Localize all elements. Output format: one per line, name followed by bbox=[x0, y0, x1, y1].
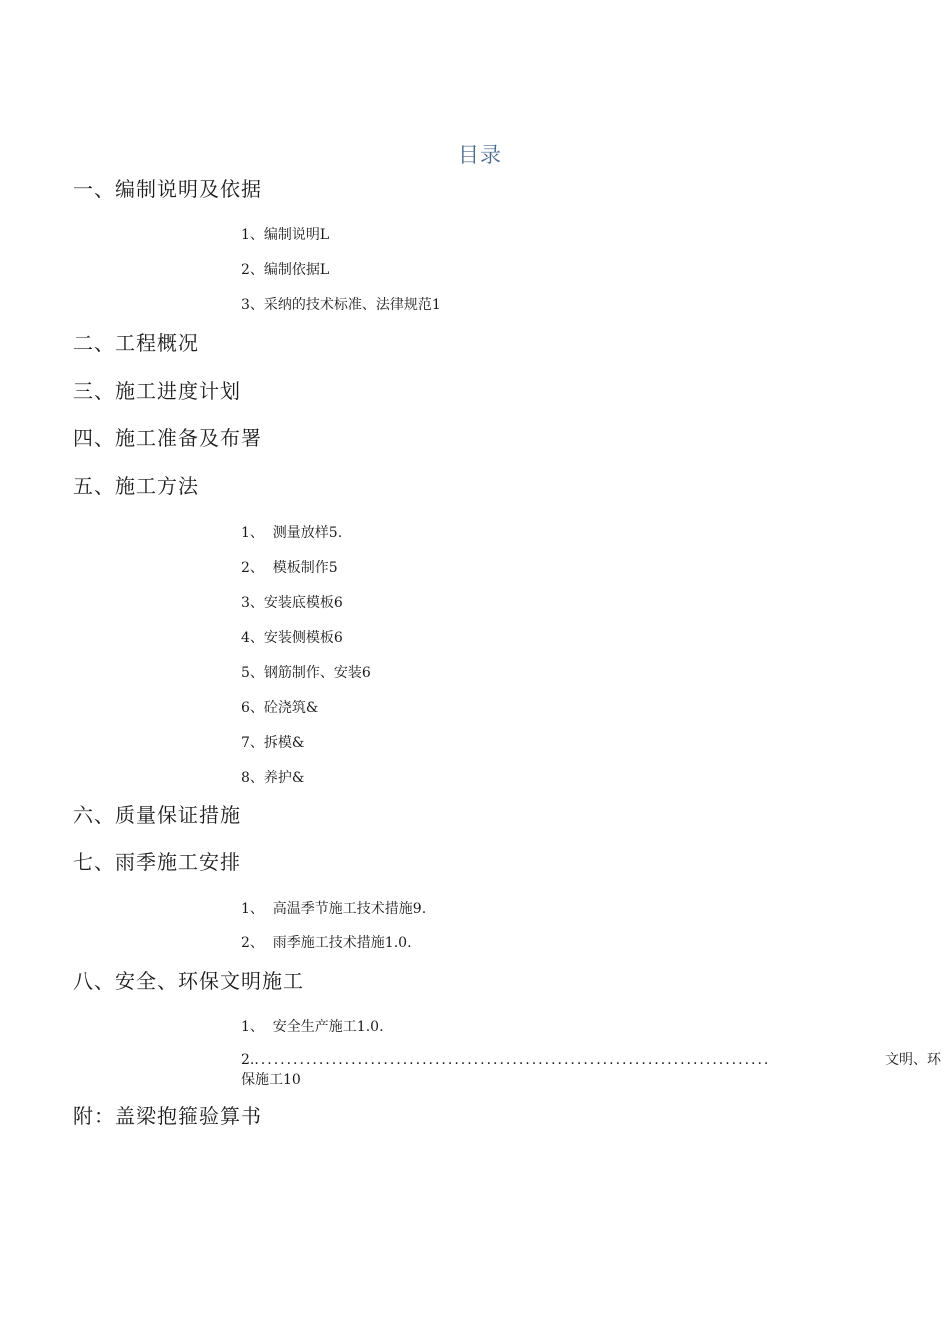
toc-item-8-1[interactable]: 1、 安全生产施工1.0. bbox=[241, 1019, 384, 1035]
toc-section-1[interactable]: 一、编制说明及依据 bbox=[73, 177, 262, 201]
toc-item-7-2[interactable]: 2、 雨季施工技术措施1.0. bbox=[241, 935, 412, 951]
toc-section-appendix[interactable]: 附：盖梁抱箍验算书 bbox=[73, 1104, 262, 1128]
toc-item-1-1[interactable]: 1、编制说明L bbox=[241, 227, 330, 243]
toc-item-1-2[interactable]: 2、编制依据L bbox=[241, 262, 330, 278]
toc-title: 目录 bbox=[458, 143, 502, 167]
toc-section-3[interactable]: 三、施工进度计划 bbox=[73, 379, 241, 403]
toc-item-7-1[interactable]: 1、 高温季节施工技术措施9. bbox=[241, 901, 427, 917]
toc-item-5-1[interactable]: 1、 测量放样5. bbox=[241, 525, 343, 541]
toc-item-5-2[interactable]: 2、 模板制作5 bbox=[241, 560, 338, 576]
toc-item-5-6[interactable]: 6、砼浇筑& bbox=[241, 700, 319, 716]
toc-item-8-2-leader-dots: ................................................................................ bbox=[254, 1052, 771, 1068]
toc-section-6[interactable]: 六、质量保证措施 bbox=[73, 803, 241, 827]
toc-item-5-3[interactable]: 3、安装底模板6 bbox=[241, 595, 343, 611]
toc-section-8[interactable]: 八、安全、环保文明施工 bbox=[73, 969, 304, 993]
toc-section-2[interactable]: 二、工程概况 bbox=[73, 331, 199, 355]
toc-item-8-2-tail: 文明、环 bbox=[885, 1052, 941, 1068]
toc-item-1-3[interactable]: 3、采纳的技术标准、法律规范1 bbox=[241, 297, 441, 313]
toc-item-8-2-line1 bbox=[241, 1050, 941, 1070]
toc-item-5-4[interactable]: 4、安装侧模板6 bbox=[241, 630, 343, 646]
toc-item-8-2-number: 2. bbox=[241, 1052, 255, 1068]
toc-item-5-7[interactable]: 7、拆模& bbox=[241, 735, 305, 751]
toc-item-8-2[interactable] bbox=[241, 1050, 941, 1090]
toc-section-5[interactable]: 五、施工方法 bbox=[73, 474, 199, 498]
toc-section-4[interactable]: 四、施工准备及布署 bbox=[73, 426, 262, 450]
toc-item-5-5[interactable]: 5、钢筋制作、安装6 bbox=[241, 665, 371, 681]
toc-item-5-8[interactable]: 8、养护& bbox=[241, 770, 305, 786]
toc-section-7[interactable]: 七、雨季施工安排 bbox=[73, 850, 241, 874]
toc-item-8-2-continuation: 保施工10 bbox=[241, 1072, 301, 1088]
